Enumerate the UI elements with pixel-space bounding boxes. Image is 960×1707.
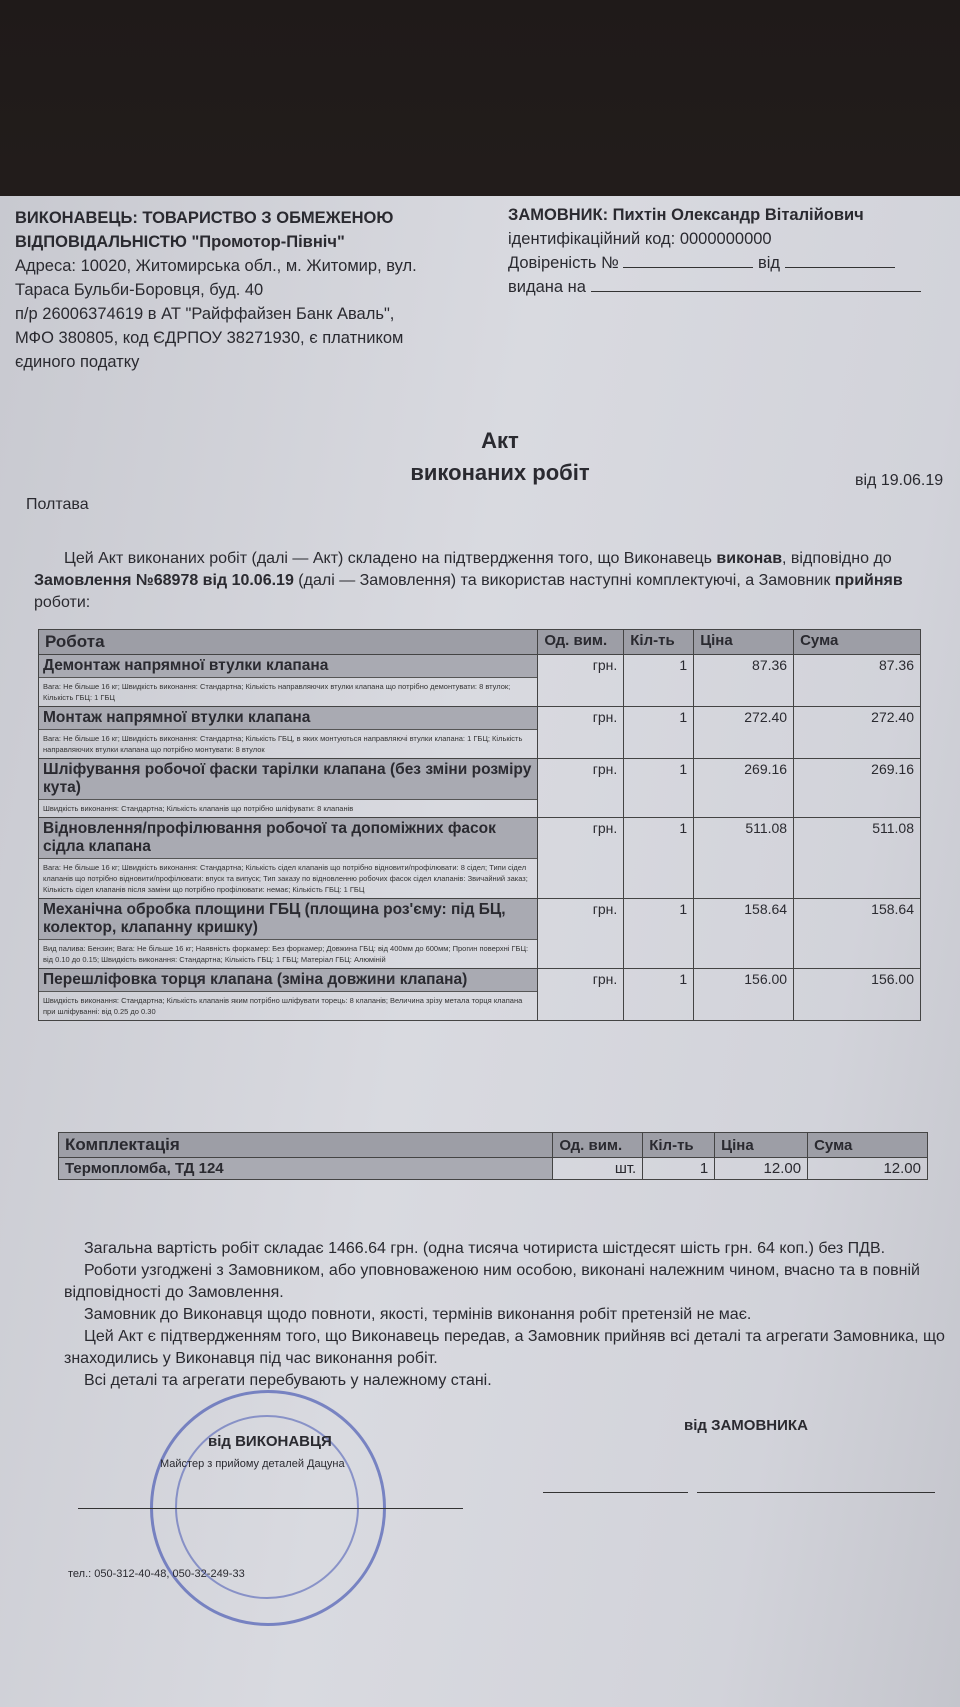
doc-title-line1: Акт [481, 428, 519, 453]
kompl-qty: 1 [643, 1158, 715, 1180]
intro-f: прийняв [834, 572, 903, 589]
work-desc: Вага: Не більше 16 кг; Швидкість виконання: Стандартна; Кількість направляючих втулки клапана що потрібно демонтувати: 8 втулок; Кількість ГБЦ: 1 ГБЦ [43, 682, 511, 702]
executor-block [15, 206, 455, 374]
table-row [39, 759, 921, 818]
work-cell [39, 759, 538, 818]
work-qty: 1 [624, 759, 694, 818]
table-row [39, 707, 921, 759]
work-price: 87.36 [694, 655, 794, 707]
doc-title [300, 428, 700, 486]
work-sum: 158.64 [794, 899, 921, 969]
executor-bank-2: МФО 380805, код ЄДРПОУ 38271930, є платником [15, 329, 404, 347]
work-unit: грн. [538, 969, 624, 1021]
work-sum: 511.08 [794, 818, 921, 899]
intro-e: (далі — Замовлення) та використав наступні комплектуючі, а Замовник [293, 572, 835, 589]
customer-block [508, 203, 948, 299]
executor-phones: тел.: 050-312-40-48, 050-32-249-33 [68, 1568, 245, 1580]
work-unit: грн. [538, 899, 624, 969]
proxy-number-line [623, 267, 753, 268]
work-qty: 1 [624, 899, 694, 969]
customer-id: ідентифікаційний код: 0000000000 [508, 230, 772, 248]
work-unit: грн. [538, 818, 624, 899]
works-col-sum: Сума [794, 630, 921, 655]
table-row [39, 818, 921, 899]
customer-issued [508, 275, 948, 299]
works-col-qty: Кіл-ть [624, 630, 694, 655]
kompl-col-name: Комплектація [59, 1133, 553, 1158]
customer-proxy [508, 251, 948, 275]
kompl-col-sum: Сума [808, 1133, 928, 1158]
doc-title-line2: виконаних робіт [410, 460, 590, 485]
summary-p1: Загальна вартість робіт складає 1466.64 грн. (одна тисяча чотириста шістдесят шість грн. 64 коп.) без ПДВ. [84, 1240, 886, 1257]
customer-sign-label: від ЗАМОВНИКА [684, 1417, 808, 1434]
work-name: Демонтаж напрямної втулки клапана [39, 655, 537, 678]
summary-block [64, 1238, 954, 1392]
work-cell [39, 899, 538, 969]
work-sum: 272.40 [794, 707, 921, 759]
work-unit: грн. [538, 759, 624, 818]
work-name: Монтаж напрямної втулки клапана [39, 707, 537, 730]
executor-address-2: Тараса Бульби-Боровця, буд. 40 [15, 281, 264, 299]
work-cell [39, 818, 538, 899]
city: Полтава [26, 496, 89, 513]
work-qty: 1 [624, 818, 694, 899]
work-cell [39, 655, 538, 707]
summary-p5: Всі деталі та агрегати перебувають у належному стані. [84, 1372, 492, 1389]
work-unit: грн. [538, 655, 624, 707]
kompl-col-qty: Кіл-ть [643, 1133, 715, 1158]
proxy-label: Довіреність № [508, 254, 619, 272]
work-unit: грн. [538, 707, 624, 759]
works-col-name: Робота [39, 630, 538, 655]
work-cell [39, 969, 538, 1021]
work-price: 272.40 [694, 707, 794, 759]
work-sum: 156.00 [794, 969, 921, 1021]
work-name: Відновлення/профілювання робочої та допоміжних фасок сідла клапана [39, 818, 537, 859]
summary-p3: Замовник до Виконавця щодо повноти, якості, термінів виконання робіт претензій не має. [84, 1306, 752, 1323]
kompl-unit: шт. [553, 1158, 643, 1180]
customer-title: ЗАМОВНИК: Пихтін Олександр Віталійович [508, 206, 864, 224]
executor-address-1: Адреса: 10020, Житомирська обл., м. Житомир, вул. [15, 257, 417, 275]
executor-bank-3: єдиного податку [15, 353, 140, 371]
intro-d: Замовлення №68978 від 10.06.19 [34, 572, 294, 589]
executor-role: Майстер з прийому деталей Дацуна [160, 1458, 345, 1470]
intro-c: , відповідно до [782, 550, 892, 567]
table-row [39, 899, 921, 969]
table-row [39, 655, 921, 707]
work-price: 511.08 [694, 818, 794, 899]
works-table [38, 629, 921, 1021]
work-desc: Швидкість виконання: Стандартна; Кількість клапанів що потрібно шліфувати: 8 клапанів [43, 804, 354, 813]
work-qty: 1 [624, 655, 694, 707]
works-header-row [39, 630, 921, 655]
work-sum: 87.36 [794, 655, 921, 707]
kompl-header-row [59, 1133, 928, 1158]
work-price: 156.00 [694, 969, 794, 1021]
works-col-unit: Од. вим. [538, 630, 624, 655]
work-name: Шліфування робочої фаски тарілки клапана (без зміни розміру кута) [39, 759, 537, 800]
executor-title-1: ВИКОНАВЕЦЬ: ТОВАРИСТВО З ОБМЕЖЕНОЮ [15, 209, 394, 227]
work-price: 269.16 [694, 759, 794, 818]
kompl-col-unit: Од. вим. [553, 1133, 643, 1158]
work-name: Перешліфовка торця клапана (зміна довжини клапана) [39, 969, 537, 992]
work-sum: 269.16 [794, 759, 921, 818]
customer-sign-line-2 [697, 1492, 935, 1493]
executor-sign-line [78, 1508, 463, 1509]
work-desc: Швидкість виконання: Стандартна; Кількість клапанів яким потрібно шліфувати торець: 8 клапанів; Величина зрізу метала торця клапана при шліфуванні: від 0.25 до 0.30 [43, 996, 523, 1016]
work-price: 158.64 [694, 899, 794, 969]
table-row [59, 1158, 928, 1180]
executor-bank-1: п/р 26006374619 в АТ "Райффайзен Банк Аваль", [15, 305, 395, 323]
work-name: Механічна обробка площини ГБЦ (площина роз'єму: під БЦ, колектор, клапанну кришку) [39, 899, 537, 940]
executor-title-2: ВІДПОВІДАЛЬНІСТЮ "Промотор-Північ" [15, 233, 345, 251]
kompl-name: Термопломба, ТД 124 [59, 1158, 553, 1180]
intro-a: Цей Акт виконаних робіт (далі — Акт) складено на підтвердження того, що Виконавець [64, 550, 717, 567]
intro-b: виконав [716, 550, 783, 567]
issued-line [591, 291, 921, 292]
summary-p4: Цей Акт є підтвердженням того, що Виконавець передав, а Замовник прийняв всі деталі та агрегати Замовника, що знаходились у Виконавця під час виконання робіт. [64, 1328, 945, 1367]
proxy-from-label: від [757, 254, 781, 272]
customer-sign-line-1 [543, 1492, 688, 1493]
work-desc: Вага: Не більше 16 кг; Швидкість виконання: Стандартна; Кількість ГБЦ, в яких монтуються направляючі втулки клапана: 1 ГБЦ; Кількість направляючих втулки клапана що потрібно монтувати: 8 втулок [43, 734, 523, 754]
kompl-col-price: Ціна [715, 1133, 808, 1158]
issued-label: видана на [508, 278, 586, 296]
executor-sign-label: від ВИКОНАВЦЯ [208, 1433, 332, 1450]
intro-g: роботи: [34, 594, 91, 611]
work-desc: Вид палива: Бензин; Вага: Не більше 16 кг; Наявність форкамер: Без форкамер; Довжина ГБЦ: від 400мм до 600мм; Прогин поверхні ГБЦ: від 0.10 до 0.15; Швидкість виконання: Стандартна; Кількість ГБЦ: 1 ГБЦ; Матеріал ГБЦ: Алюміній [43, 944, 529, 964]
kompl-price: 12.00 [715, 1158, 808, 1180]
work-qty: 1 [624, 969, 694, 1021]
work-qty: 1 [624, 707, 694, 759]
intro-paragraph [34, 548, 946, 614]
work-desc: Вага: Не більше 16 кг; Швидкість виконання: Стандартна; Кількість сідел клапанів що потрібно відновити/профілювати: 8 сідел; Типи сідел клапанів що потрібно відновити/профілювати: впуск та випуск; Тип заказу по відновленню робочих фасок сідел клапанів: Звичайний заказ; Кількість сідел клапанів після заміни що потрібно профілювати: немає; Кількість ГБЦ: 1 ГБЦ [43, 863, 528, 894]
doc-date: від 19.06.19 [855, 472, 944, 489]
proxy-date-line [785, 267, 895, 268]
table-row [39, 969, 921, 1021]
kompl-table [58, 1132, 928, 1180]
summary-p2: Роботи узгоджені з Замовником, або уповноваженою ним особою, виконані належним чином, вчасно та в повній відповідності до Замовлення. [64, 1262, 920, 1301]
work-cell [39, 707, 538, 759]
works-col-price: Ціна [694, 630, 794, 655]
kompl-sum: 12.00 [808, 1158, 928, 1180]
